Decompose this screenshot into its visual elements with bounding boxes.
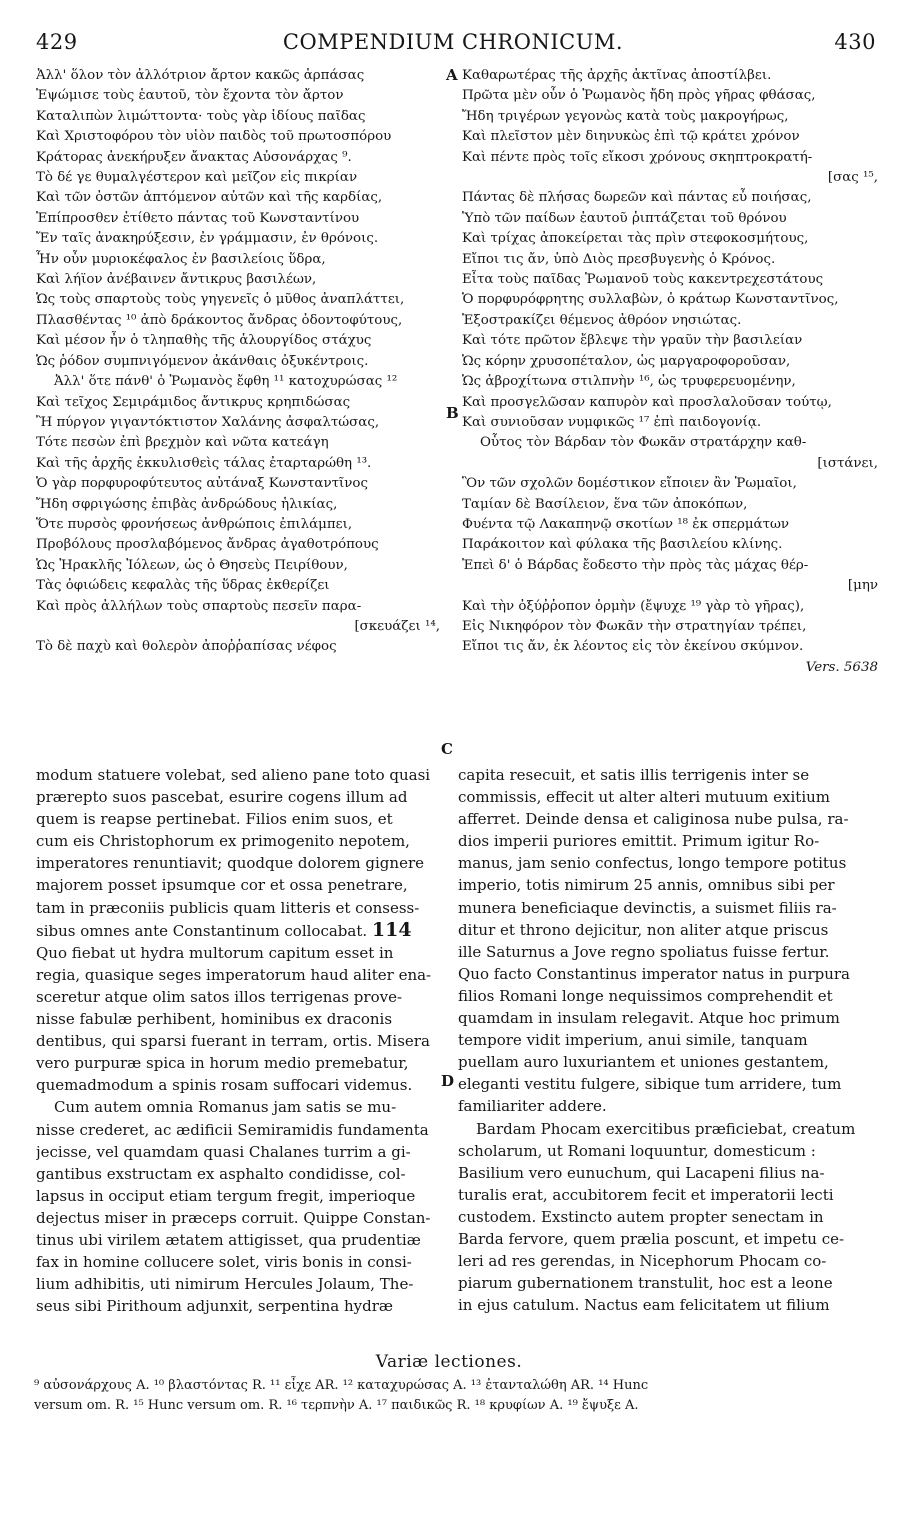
verse-line: Ὡς τοὺς σπαρτοὺς τοὺς γηγενεῖς ὁ μῦθος ἀναπλάττει, — [36, 292, 405, 308]
text-line: tempore vidit imperium, anui simile, tanquam — [458, 1031, 808, 1050]
verse-line: Ἐπεὶ δ' ὁ Βάρδας ἔοδεστο τὴν πρὸς τὰς μάχας θέρ- — [462, 557, 809, 573]
footnote-line: versum om. R. ¹⁵ Hunc versum om. R. ¹⁶ τερπνὴν Α. ¹⁷ παιδικῶς R. ¹⁸ κρυφίων Α. ¹⁹ ἔψυξε Α. — [34, 1398, 639, 1413]
verse-line: Πάντας δὲ πλήσας δωρεῶν καὶ πάντας εὖ ποιήσας, — [462, 190, 812, 206]
text-line: manus, jam senio confectus, longo tempore potitus — [458, 854, 847, 873]
text-line: Barda fervore, quem prælia poscunt, et impetu ce- — [458, 1229, 845, 1248]
verse-line: Καὶ τότε πρῶτον ἔβλεψε τὴν γραῦν τὴν βασιλείαν — [462, 333, 803, 349]
text-line: regia, quasique seges imperatorum haud aliter ena- — [36, 965, 432, 984]
verse-line: Ὡς Ἡρακλῆς Ἰόλεων, ὡς ὁ Θησεὺς Πειρίθουν, — [36, 557, 348, 573]
verse-line-continuation: [ιστάνει, — [817, 455, 878, 471]
text-line: Bardam Phocam exercitibus præficiebat, creatum — [476, 1119, 856, 1138]
text-line: dejectus miser in præceps corruit. Quippe Constan- — [36, 1208, 431, 1227]
verse-line: Ἤδη σφριγώσης ἐπιβὰς ἀνδρώδους ἡλικίας, — [36, 496, 338, 512]
text-line: majorem posset ipsumque cor et ossa penetrare, — [36, 876, 408, 895]
verse-line: Ἐψώμισε τοὺς ἑαυτοῦ, τὸν ἔχοντα τὸν ἄρτον — [36, 88, 344, 104]
verse-line: Εἰς Νικηφόρον τὸν Φωκᾶν τὴν στρατηγίαν τρέπει, — [462, 618, 807, 634]
verse-line-continuation: [σκευάζει ¹⁴, — [354, 618, 440, 634]
variae-lectiones-heading: Variæ lectiones. — [375, 1352, 523, 1372]
text-line: Quo facto Constantinus imperator natus in purpura — [458, 964, 850, 983]
text-line-with-number — [36, 919, 440, 942]
verse-line: Τὸ δὲ παχὺ καὶ θολερὸν ἀποῤῥαπίσας νέφος — [36, 639, 337, 655]
text-line: nisse crederet, ac ædificii Semiramidis fundamenta — [36, 1120, 429, 1139]
text-line: afferret. Deinde densa et caliginosa nube pulsa, ra- — [458, 810, 849, 829]
text-line: capita resecuit, et satis illis terrigenis inter se — [458, 766, 810, 784]
verse-line: Καὶ τῆς ἀρχῆς ἐκκυλισθεὶς τάλας ἐταρταρώθη ¹³. — [36, 455, 372, 471]
text-line: scholarum, ut Romani loquuntur, domesticum : — [458, 1141, 816, 1160]
verse-line: Πρῶτα μὲν οὖν ὁ Ῥωμανὸς ἤδη πρὸς γῆρας φθάσας, — [462, 88, 816, 104]
text-line: quem is reapse pertinebat. Filios enim suos, et — [36, 810, 393, 829]
text-line: ditur et throno dejicitur, non aliter atque priscus — [458, 920, 829, 939]
verse-line: Ὁ γὰρ πορφυροφύτευτος αὐτάναξ Κωνσταντῖνος — [36, 476, 368, 492]
greek-verse-left-column — [36, 66, 440, 658]
text-line: sceretur atque olim satos illos terrigenas prove- — [36, 987, 403, 1006]
text-line: turalis erat, accubitorem fecit et imperatorii lecti — [458, 1185, 834, 1204]
text-line: modum statuere volebat, sed alieno pane toto quasi — [36, 766, 431, 784]
verse-line: Καὶ πρὸς ἀλλήλων τοὺς σπαρτοὺς πεσεῖν παρα- — [36, 598, 362, 614]
text-line: Basilium vero eunuchum, qui Lacapeni filius na- — [458, 1163, 825, 1182]
verse-line: Κράτορας ἀνεκήρυξεν ἄνακτας Αὐσονάρχας ⁹. — [36, 149, 352, 165]
text-line: Cum autem omnia Romanus jam satis se mu- — [54, 1098, 397, 1117]
margin-letter-b: B — [446, 404, 459, 422]
text-line: tinus ubi virilem ætatem attigisset, qua prudentiæ — [36, 1230, 421, 1249]
verse-line: Τότε πεσὼν ἐπὶ βρεχμὸν καὶ νῶτα κατεάγη — [36, 435, 329, 451]
verse-line: Ὡς κόρην χρυσοπέταλον, ὡς μαργαροφοροῦσαν, — [462, 353, 791, 369]
verse-line: Ὡς ἁβροχίτωνα στιλπνὴν ¹⁶, ὡς τρυφερευομένην, — [462, 374, 796, 390]
verse-line: Ἐξοστρακίζει θέμενος ἀθρόον νησιώτας. — [462, 312, 742, 328]
column-number: 114 — [371, 918, 412, 941]
verse-line: Ὃν τῶν σχολῶν δομέστικον εἴποιεν ἂν Ῥωμαῖοι, — [462, 476, 797, 492]
verse-line: Καὶ τὴν ὀξύῤῥοπον ὁρμὴν (ἔψυχε ¹⁹ γὰρ τὸ γῆρας), — [462, 598, 805, 614]
text-line: lapsus in occiput etiam tergum fregit, imperioque — [36, 1186, 416, 1205]
verse-line: Καταλιπὼν λιμώττοντα· τοὺς γὰρ ἰδίους παῖδας — [36, 108, 366, 124]
verse-line: Πλασθέντας ¹⁰ ἀπὸ δράκοντος ἄνδρας ὀδοντοφύτους, — [36, 312, 403, 328]
text-line: sibus omnes ante Constantinum collocabat. — [36, 921, 368, 940]
verse-line: Τὸ δέ γε θυμαλγέστερον καὶ μεῖζον εἰς πικρίαν — [36, 170, 358, 186]
text-line: imperatores renuntiavit; quodque dolorem gignere — [36, 854, 424, 873]
verse-line: Παράκοιτον καὶ φύλακα τῆς βασιλείου κλίνης. — [462, 537, 783, 553]
verse-line: Καὶ Χριστοφόρου τὸν υἱὸν παιδὸς τοῦ πρωτοσπόρου — [36, 129, 392, 145]
text-line: filios Romani longe nequissimos comprehendit et — [458, 986, 833, 1005]
verse-line: Ἢ πύργον γιγαντόκτιστον Χαλάνης ἀσφαλτώσας, — [36, 414, 380, 430]
verse-line: Τὰς ὀφιώδεις κεφαλὰς τῆς ὕδρας ἐκθερίζει — [36, 578, 330, 594]
verse-line: Καὶ τεῖχος Σεμιράμιδος ἄντικρυς κρηπιδώσας — [36, 394, 351, 410]
text-line: lium adhibitis, uti nimirum Hercules Jolaum, The- — [36, 1275, 414, 1294]
verse-line: Οὗτος τὸν Βάρδαν τὸν Φωκᾶν στρατάρχην καθ- — [480, 435, 807, 451]
verse-line: Εἶτα τοὺς παῖδας Ῥωμανοῦ τοὺς κακεντρεχεστάτους — [462, 272, 824, 288]
text-line: munera beneficiaque devinctis, a suismet filiis ra- — [458, 898, 837, 917]
text-line: puellam auro luxuriantem et uniones gestantem, — [458, 1053, 829, 1072]
verse-line: Ἀλλ' ὅλον τὸν ἀλλότριον ἄρτον κακῶς ἁρπάσας — [36, 68, 365, 83]
text-line: ille Saturnus a Jove regno spoliatus fuisse fertur. — [458, 942, 830, 961]
verse-line: Ἐπίπροσθεν ἐτίθετο πάντας τοῦ Κωνσταντίνου — [36, 210, 360, 226]
text-line: prærepto suos pascebat, esurire cogens illum ad — [36, 788, 408, 807]
footnote-line: ⁹ αὐσονάρχους Α. ¹⁰ βλαστόντας R. ¹¹ εἶχε AR. ¹² καταχυρώσας Α. ¹³ ἐτανταλώθη AR. ¹⁴ Hunc — [34, 1378, 649, 1393]
verse-line: Καὶ λήϊον ἀνέβαινεν ἄντικρυς βασιλέων, — [36, 272, 317, 288]
verse-line: Καὶ τρίχας ἀποκείρεται τὰς πρὶν στεφοκοσμήτους, — [462, 231, 809, 247]
verse-line: Προβόλους προσλαβόμενος ἄνδρας ἀγαθοτρόπους — [36, 537, 379, 553]
text-line: eleganti vestitu fulgere, sibique tum arridere, tum — [458, 1075, 842, 1094]
text-line: nisse fabulæ perhibent, hominibus ex draconis — [36, 1010, 393, 1029]
verse-line: Καὶ πλεῖστον μὲν διηνυκὼς ἐπὶ τῷ κράτει χρόνον — [462, 129, 800, 145]
margin-letter-c: C — [441, 740, 453, 758]
verse-line: Καὶ προσγελῶσαν καπυρὸν καὶ προσλαλοῦσαν τούτῳ, — [462, 394, 832, 410]
text-line: quemadmodum a spinis rosam suffocari videmus. — [36, 1076, 413, 1095]
verse-line: Ὁ πορφυρόφρητης συλλαβὼν, ὁ κράτωρ Κωνσταντῖνος, — [462, 292, 839, 308]
running-title: COMPENDIUM CHRONICUM. — [282, 30, 624, 54]
text-line: vero purpuræ spica in horum medio premebatur, — [36, 1054, 409, 1073]
text-line: dios imperii puriores emittit. Primum igitur Ro- — [458, 832, 820, 851]
text-line: gantibus exstructam ex asphalto condidisse, col- — [36, 1164, 406, 1183]
verse-line-continuation: [σας ¹⁵, — [827, 170, 878, 186]
text-line: dentibus, qui sparsi fuerant in terram, ortis. Misera — [36, 1032, 430, 1051]
verse-line: Εἴποι τις ἄν, ἐκ λέοντος εἰς τὸν ἐκείνου σκύμνον. — [462, 639, 804, 655]
verse-line: Ἤδη τριγέρων γεγονὼς κατὰ τοὺς μακρογήρως, — [462, 108, 789, 124]
text-line: custodem. Exstincto autem propter senectam in — [458, 1207, 824, 1226]
text-line: imperio, totis nimirum 25 annis, omnibus sibi per — [458, 876, 835, 895]
text-line: familiariter addere. — [458, 1097, 607, 1116]
verse-line: Καθαρωτέρας τῆς ἀρχῆς ἀκτῖνας ἀποστίλβει. — [462, 68, 772, 83]
page-number-left: 429 — [36, 30, 78, 54]
text-line: Quo fiebat ut hydra multorum capitum esset in — [36, 943, 394, 962]
page-header — [30, 30, 876, 60]
text-line: in ejus catulum. Nactus eam felicitatem ut filium — [458, 1296, 830, 1315]
text-line: tam in præconiis publicis quam litteris et consess- — [36, 898, 420, 917]
text-line: leri ad res gerendas, in Nicephorum Phocam co- — [458, 1252, 827, 1271]
latin-translation-left-column — [36, 764, 440, 1317]
verse-line: Ἦν οὖν μυριοκέφαλος ἐν βασιλείοις ὕδρα, — [36, 251, 326, 267]
verse-line: Ἀλλ' ὅτε πάνθ' ὁ Ῥωμανὸς ἔφθη ¹¹ κατοχυρώσας ¹² — [54, 374, 398, 390]
latin-translation-right-column — [458, 764, 880, 1316]
text-line: piarum gubernationem transtulit, hoc est a leone — [458, 1274, 833, 1293]
margin-letter-d: D — [441, 1072, 455, 1090]
text-line: cum eis Christophorum ex primogenito nepotem, — [36, 832, 410, 851]
verse-line: Ὡς ῥόδον συμπνιγόμενον ἀκάνθαις ὀξυκέντροις. — [36, 353, 369, 369]
verse-number-mark: Vers. 5638 — [805, 659, 878, 675]
verse-line-continuation: [μην — [847, 578, 878, 594]
verse-line: Ταμίαν δὲ Βασίλειον, ἕνα τῶν ἀποκόπων, — [462, 496, 748, 512]
verse-line: Καὶ τῶν ὀστῶν ἁπτόμενον αὐτῶν καὶ τῆς καρδίας, — [36, 190, 383, 206]
verse-line: Ὅτε πυρσὸς φρονήσεως ἀνθρώποις ἐπιλάμπει, — [36, 516, 353, 532]
verse-line: Καὶ συνιοῦσαν νυμφικῶς ¹⁷ ἐπὶ παιδογονίᾳ. — [462, 414, 762, 430]
text-line: jecisse, vel quamdam quasi Chalanes turrim a gi- — [36, 1142, 411, 1161]
text-line: seus sibi Pirithoum adjunxit, serpentina hydræ — [36, 1297, 394, 1316]
margin-letter-a: A — [446, 66, 458, 84]
verse-line: Ὑπὸ τῶν παίδων ἑαυτοῦ ῥιπτάζεται τοῦ θρόνου — [462, 210, 787, 226]
verse-line: Εἴποι τις ἄν, ὑπὸ Διὸς πρεσβυγενὴς ὁ Κρόνος. — [462, 251, 776, 267]
text-line: quamdam in insulam relegavit. Atque hoc primum — [458, 1009, 840, 1028]
greek-verse-right-column — [462, 66, 878, 678]
verse-line: Καὶ μέσον ἦν ὁ τληπαθὴς τῆς ἁλουργίδος στάχυς — [36, 333, 372, 349]
text-line: fax in homine collucere solet, viris bonis in consi- — [36, 1253, 412, 1272]
verse-line: Φυέντα τῷ Λακαπηνῷ σκοτίων ¹⁸ ἐκ σπερμάτων — [462, 516, 790, 532]
verse-line: Ἔν ταῖς ἀνακηρύξεσιν, ἐν γράμμασιν, ἐν θρόνοις. — [36, 231, 379, 247]
page-number-right: 430 — [834, 30, 876, 54]
verse-line: Καὶ πέντε πρὸς τοῖς εἴκοσι χρόνους σκηπτροκρατή- — [462, 149, 813, 165]
text-line: commissis, effecit ut alter alteri mutuum exitium — [458, 788, 830, 807]
